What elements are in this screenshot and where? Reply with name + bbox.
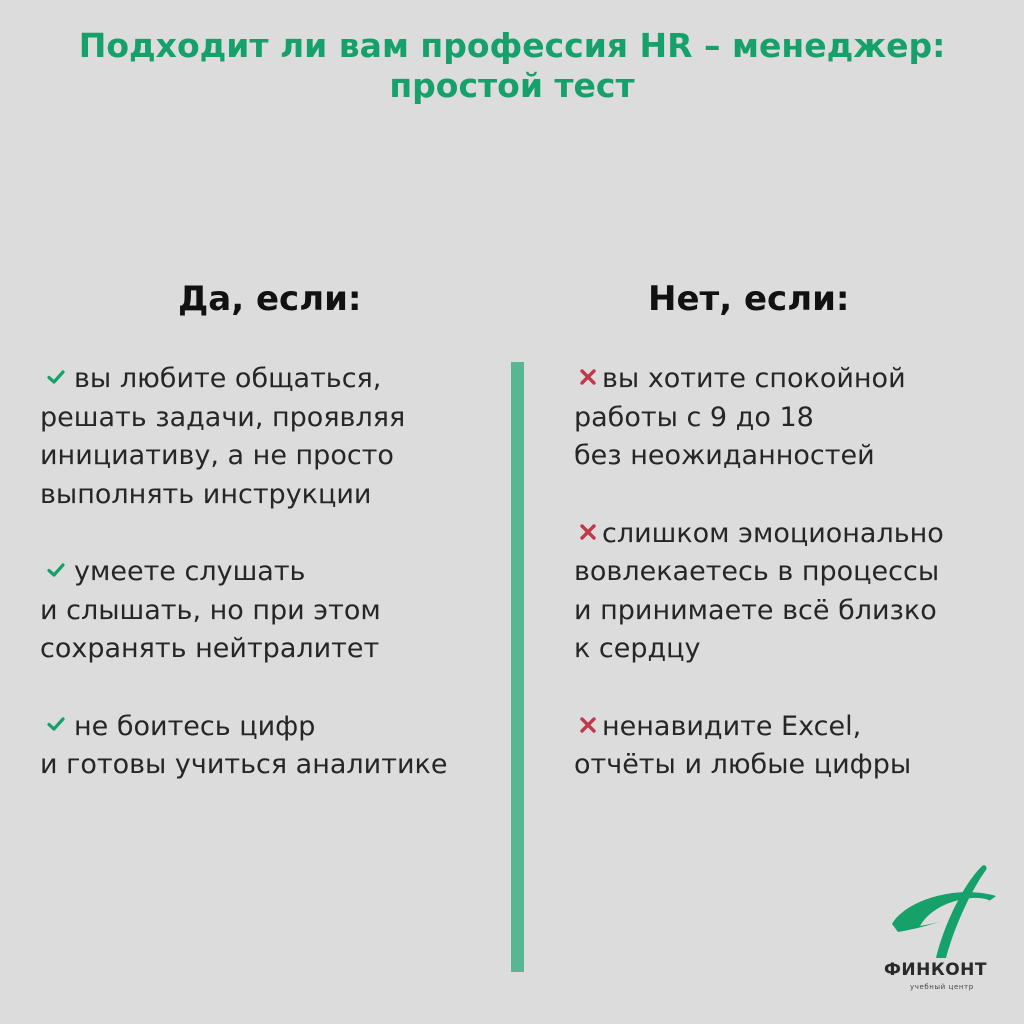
title-line-1: Подходит ли вам профессия HR – менеджер: bbox=[78, 26, 946, 65]
cross-icon bbox=[578, 715, 598, 735]
no-item-line: к сердцу bbox=[574, 633, 701, 664]
no-item-line: вы хотите спокойной bbox=[602, 363, 906, 394]
cross-icon bbox=[578, 367, 598, 387]
no-item bbox=[574, 515, 1018, 669]
yes-item-line: не боитесь цифр bbox=[74, 710, 316, 742]
yes-item bbox=[40, 360, 506, 514]
no-item-line: вовлекаетесь в процессы bbox=[574, 556, 940, 587]
yes-item-line: и готовы учиться аналитике bbox=[40, 749, 448, 780]
page-title bbox=[0, 26, 1024, 106]
yes-item bbox=[40, 553, 506, 669]
no-item-line: и принимаете всё близко bbox=[574, 594, 937, 626]
no-item-line: слишком эмоционально bbox=[602, 517, 944, 549]
no-list bbox=[574, 360, 1018, 824]
yes-list bbox=[40, 360, 506, 824]
no-item-line: ненавидите Excel, bbox=[602, 710, 862, 742]
title-line-2: простой тест bbox=[389, 66, 635, 105]
no-item-line: отчёты и любые цифры bbox=[574, 749, 912, 780]
yes-item-line: вы любите общаться, bbox=[74, 363, 382, 394]
yes-item-line: умеете слушать bbox=[74, 556, 306, 587]
logo-subtitle: учебный центр bbox=[910, 983, 974, 991]
no-item bbox=[574, 708, 1018, 785]
logo-name: ФИНКОНТ bbox=[884, 960, 987, 980]
yes-column-heading: Да, если: bbox=[178, 279, 362, 319]
no-item-line: без неожиданностей bbox=[574, 440, 875, 471]
yes-item bbox=[40, 708, 506, 785]
finkont-logo-icon bbox=[884, 862, 1004, 962]
cross-icon bbox=[578, 522, 598, 542]
yes-item-line: решать задачи, проявляя bbox=[40, 401, 406, 433]
yes-item-line: и слышать, но при этом bbox=[40, 594, 381, 626]
yes-item-line: выполнять инструкции bbox=[40, 478, 372, 510]
yes-item-line: сохранять нейтралитет bbox=[40, 633, 380, 664]
check-icon bbox=[46, 714, 66, 734]
check-icon bbox=[46, 560, 66, 580]
yes-item-line: инициативу, а не просто bbox=[40, 440, 394, 471]
no-item-line: работы с 9 до 18 bbox=[574, 401, 814, 433]
no-item bbox=[574, 360, 1018, 476]
check-icon bbox=[46, 367, 66, 387]
column-divider bbox=[511, 362, 524, 972]
no-column-heading: Нет, если: bbox=[648, 279, 850, 319]
